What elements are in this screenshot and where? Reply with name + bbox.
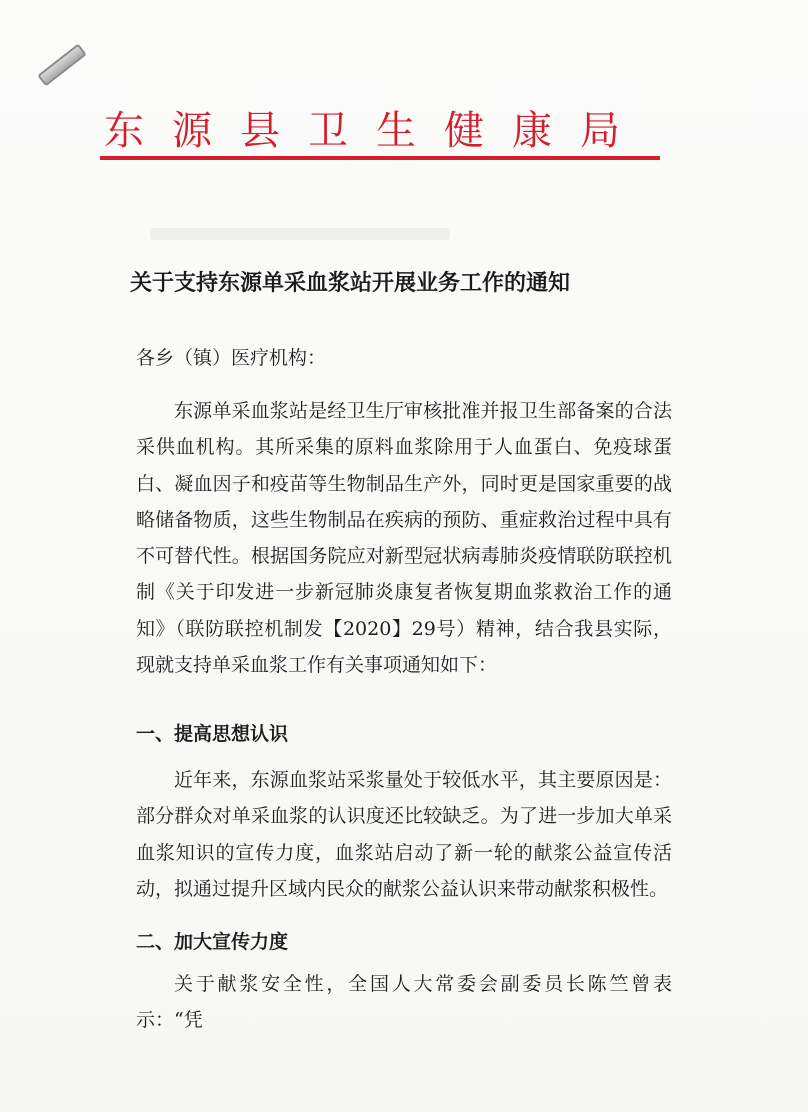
- notice-title: 关于支持东源单采血浆站开展业务工作的通知: [130, 271, 571, 296]
- section1-text: 近年来，东源血浆站采浆量处于较低水平，其主要原因是：部分群众对单采血浆的认识度还比较缺乏。为了进一步加大单采血浆知识的宣传力度，血浆站启动了新一轮的献浆公益宣传活动，拟通过提升区域内民众的献浆公益认识来带动献浆积极性。: [136, 769, 672, 900]
- section-heading-1: 一、提高思想认识: [136, 723, 289, 745]
- intro-paragraph: [136, 393, 672, 683]
- staple-icon: [37, 43, 87, 86]
- section1-paragraph: [136, 762, 672, 907]
- salutation: 各乡（镇）医疗机构：: [136, 347, 327, 369]
- section2-paragraph: [136, 966, 672, 1039]
- section2-text: 关于献浆安全性，全国人大常委会副委员长陈竺曾表示：“凭: [136, 973, 672, 1032]
- intro-text: 东源单采血浆站是经卫生厅审核批准并报卫生部备案的合法采供血机构。其所采集的原料血浆除用于人血蛋白、免疫球蛋白、凝血因子和疫苗等生物制品生产外，同时更是国家重要的战略储备物质，这些生物制品在疾病的预防、重症救治过程中具有不可替代性。根据国务院应对新型冠状病毒肺炎疫情联防联控机制《关于印发进一步新冠肺炎康复者恢复期血浆救治工作的通知》（联防联控机制发【2020】29号）精神，结合我县实际，现就支持单采血浆工作有关事项通知如下：: [136, 400, 672, 677]
- section-heading-2: 二、加大宣传力度: [136, 931, 289, 953]
- masthead-red-rule: [100, 156, 660, 160]
- bleed-through-mark: [150, 228, 450, 240]
- masthead-org-name: 东源县卫生健康局: [104, 108, 648, 154]
